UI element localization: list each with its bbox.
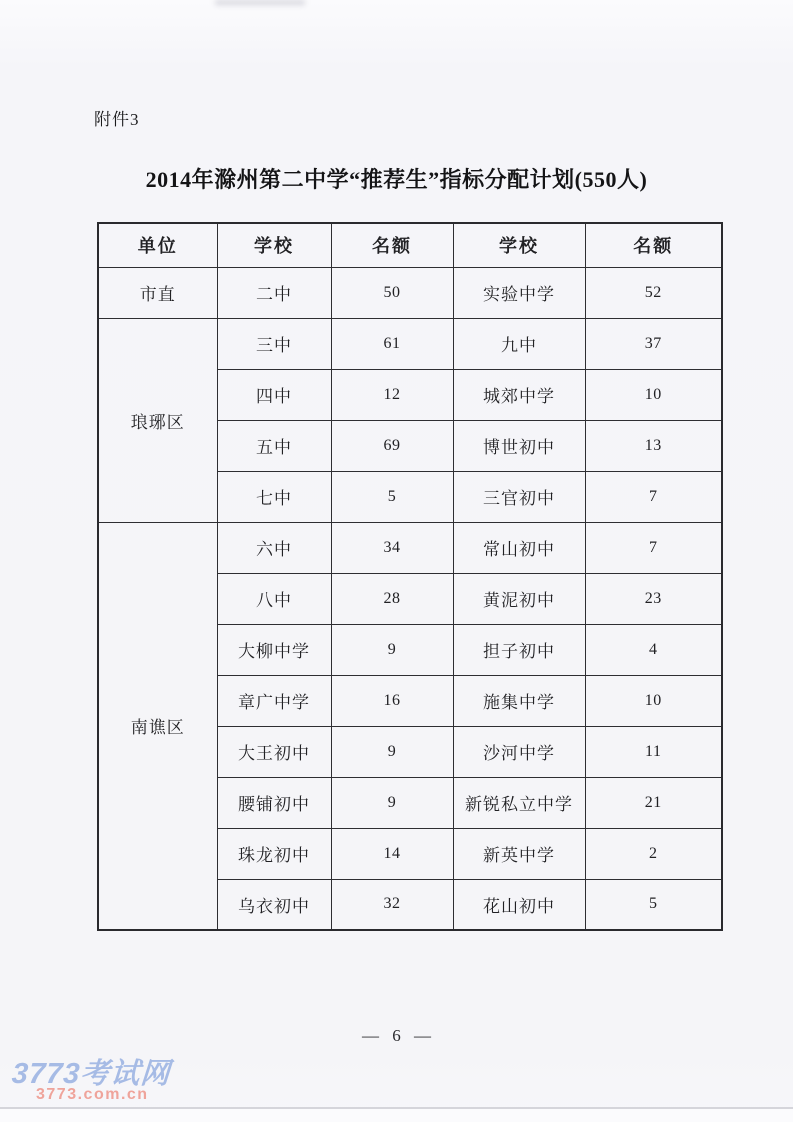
school-cell: 七中 xyxy=(217,471,331,522)
table-header-row xyxy=(98,223,722,267)
table-row xyxy=(98,318,722,369)
quota-cell: 21 xyxy=(585,777,722,828)
quota-cell: 23 xyxy=(585,573,722,624)
school-cell: 六中 xyxy=(217,522,331,573)
page-title: 2014年滁州第二中学“推荐生”指标分配计划(550人) xyxy=(145,167,648,192)
school-cell: 四中 xyxy=(217,369,331,420)
quota-cell: 5 xyxy=(585,879,722,930)
school-cell: 城郊中学 xyxy=(453,369,585,420)
table-body xyxy=(98,267,722,930)
school-cell: 博世初中 xyxy=(453,420,585,471)
header-quota-left: 名额 xyxy=(331,223,453,267)
school-cell: 常山初中 xyxy=(453,522,585,573)
quota-cell: 9 xyxy=(331,624,453,675)
header-quota-right: 名额 xyxy=(585,223,722,267)
quota-cell: 12 xyxy=(331,369,453,420)
quota-cell: 32 xyxy=(331,879,453,930)
quota-cell: 9 xyxy=(331,726,453,777)
header-school-left: 学校 xyxy=(217,223,331,267)
header-school-right: 学校 xyxy=(453,223,585,267)
quota-cell: 69 xyxy=(331,420,453,471)
quota-cell: 52 xyxy=(585,267,722,318)
table-row xyxy=(98,522,722,573)
quota-cell: 4 xyxy=(585,624,722,675)
school-cell: 二中 xyxy=(217,267,331,318)
school-cell: 新英中学 xyxy=(453,828,585,879)
quota-cell: 10 xyxy=(585,369,722,420)
quota-cell: 11 xyxy=(585,726,722,777)
school-cell: 施集中学 xyxy=(453,675,585,726)
table-row xyxy=(98,267,722,318)
school-cell: 大王初中 xyxy=(217,726,331,777)
school-cell: 珠龙初中 xyxy=(217,828,331,879)
watermark-site-name: 3773考试网 xyxy=(10,1058,172,1090)
school-cell: 三中 xyxy=(217,318,331,369)
quota-cell: 7 xyxy=(585,522,722,573)
school-cell: 担子初中 xyxy=(453,624,585,675)
quota-cell: 5 xyxy=(331,471,453,522)
quota-cell: 61 xyxy=(331,318,453,369)
attachment-label: 附件3 xyxy=(94,110,140,129)
quota-cell: 34 xyxy=(331,522,453,573)
school-cell: 八中 xyxy=(217,573,331,624)
quota-table xyxy=(97,222,723,931)
header-unit: 单位 xyxy=(98,223,217,267)
school-cell: 实验中学 xyxy=(453,267,585,318)
school-cell: 三官初中 xyxy=(453,471,585,522)
quota-cell: 28 xyxy=(331,573,453,624)
quota-cell: 13 xyxy=(585,420,722,471)
quota-cell: 7 xyxy=(585,471,722,522)
scan-bottom-edge xyxy=(0,1107,793,1122)
quota-cell: 14 xyxy=(331,828,453,879)
school-cell: 腰铺初中 xyxy=(217,777,331,828)
watermark-site-url: 3773.com.cn xyxy=(36,1086,149,1103)
school-cell: 新锐私立中学 xyxy=(453,777,585,828)
quota-cell: 50 xyxy=(331,267,453,318)
quota-cell: 16 xyxy=(331,675,453,726)
school-cell: 大柳中学 xyxy=(217,624,331,675)
school-cell: 黄泥初中 xyxy=(453,573,585,624)
unit-cell: 琅琊区 xyxy=(98,318,217,522)
quota-cell: 37 xyxy=(585,318,722,369)
quota-cell: 2 xyxy=(585,828,722,879)
school-cell: 五中 xyxy=(217,420,331,471)
table-header xyxy=(98,223,722,267)
unit-cell: 南谯区 xyxy=(98,522,217,930)
school-cell: 花山初中 xyxy=(453,879,585,930)
school-cell: 九中 xyxy=(453,318,585,369)
scan-artifact xyxy=(215,0,305,5)
unit-cell: 市直 xyxy=(98,267,217,318)
quota-cell: 9 xyxy=(331,777,453,828)
school-cell: 乌衣初中 xyxy=(217,879,331,930)
school-cell: 沙河中学 xyxy=(453,726,585,777)
quota-cell: 10 xyxy=(585,675,722,726)
school-cell: 章广中学 xyxy=(217,675,331,726)
page-number: — 6 — xyxy=(362,1026,431,1045)
